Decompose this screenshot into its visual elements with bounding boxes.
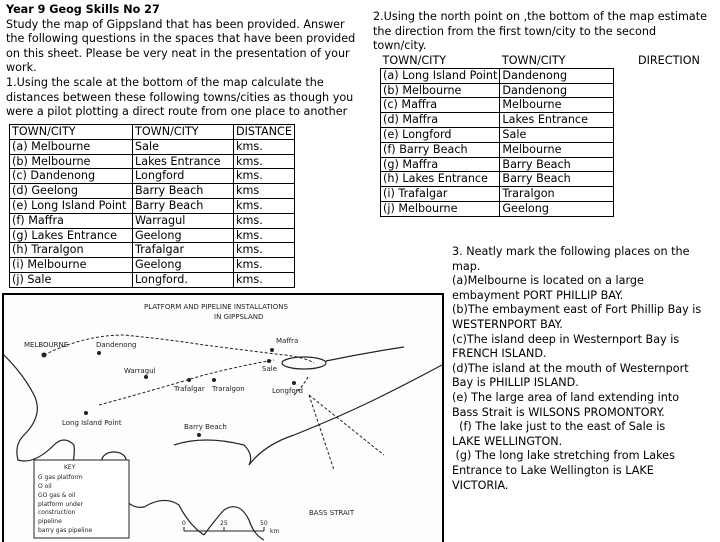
table-row: [10, 258, 295, 273]
cell: Sale: [133, 139, 234, 154]
q3-line: Bass Strait is WILSONS PROMONTORY.: [452, 405, 665, 419]
q3-line: (f) The lake just to the east of Sale is: [452, 420, 666, 434]
cell: (c) Dandenong: [10, 169, 133, 184]
col-header: DISTANCE: [234, 125, 295, 140]
cell: kms.: [234, 139, 295, 154]
table-row: [381, 68, 703, 83]
table-row: [10, 184, 295, 199]
cell: (d) Maffra: [381, 113, 500, 128]
table-row: [381, 127, 703, 142]
pipeline: [309, 395, 384, 455]
table-row: [10, 272, 295, 287]
cell: (i) Melbourne: [10, 258, 133, 273]
q1-intro: [6, 3, 358, 120]
cell: Geelong: [500, 201, 614, 216]
q1-line: 1.Using the scale at the bottom of the map calculate the: [6, 75, 324, 89]
legend-item: G gas platform: [38, 474, 83, 481]
legend-item: pipeline: [38, 518, 62, 525]
cell: Lakes Entrance: [500, 113, 614, 128]
table-row: [381, 83, 703, 98]
town-marker: [212, 378, 216, 382]
table-row: [381, 172, 703, 187]
town-marker: [267, 359, 271, 363]
table-row: [10, 154, 295, 169]
cell: kms.: [234, 258, 295, 273]
q3-line: (b)The embayment east of Fort Phillip Bay is: [452, 303, 702, 317]
cell: kms.: [234, 213, 295, 228]
cell: kms.: [234, 228, 295, 243]
cell: Warragul: [133, 213, 234, 228]
q1-line: Study the map of Gippsland that has been provided. Answer: [6, 17, 345, 31]
cell: Barry Beach: [500, 172, 614, 187]
map-title: PLATFORM AND PIPELINE INSTALLATIONS: [144, 303, 288, 311]
town-marker: [84, 411, 88, 415]
legend-item: platform under: [38, 501, 83, 508]
q1-line: work.: [6, 61, 37, 75]
coastline: [174, 440, 251, 465]
label-trafalgar: Trafalgar: [174, 385, 205, 393]
cell: (e) Long Island Point: [10, 198, 133, 213]
cell: Melbourne: [500, 98, 614, 113]
q2-line: town/city.: [373, 39, 427, 53]
cell: Dandenong: [500, 68, 614, 83]
cell: (g) Maffra: [381, 157, 500, 172]
lake-wellington: [282, 357, 326, 369]
label-longford: Longford: [272, 387, 303, 395]
cell: (a) Melbourne: [10, 139, 133, 154]
q2-line: 2.Using the north point on ,the bottom of the map estimate: [373, 10, 707, 23]
cell: (f) Maffra: [10, 213, 133, 228]
table-row: [381, 113, 703, 128]
table-row: [10, 139, 295, 154]
q3-line: map.: [452, 259, 481, 273]
q1-line: the following questions in the spaces that have been provided: [6, 32, 356, 46]
cell: Sale: [500, 127, 614, 142]
cell: Melbourne: [500, 142, 614, 157]
label-traralgon: Traralgon: [212, 385, 245, 393]
cell: kms: [234, 184, 295, 199]
q3-line: (c)The island deep in Westernport Bay is: [452, 332, 680, 346]
cell: Longford: [133, 169, 234, 184]
table-row: [10, 213, 295, 228]
pipeline: [309, 395, 334, 470]
cell: kms.: [234, 154, 295, 169]
label-warragul: Warragul: [124, 367, 156, 375]
town-marker: [144, 375, 148, 379]
cell: Lakes Entrance: [133, 154, 234, 169]
legend-item: GO gas & oil: [38, 492, 76, 499]
table-header-row: [381, 54, 703, 68]
legend-item: construction: [38, 509, 76, 516]
table-row: [10, 243, 295, 258]
col-header: DIRECTION: [638, 54, 700, 67]
q3-line: LAKE WELLINGTON.: [452, 434, 563, 448]
cell: Barry Beach: [133, 198, 234, 213]
cell: Traralgon: [500, 187, 614, 202]
label-bass-strait: BASS STRAIT: [309, 509, 355, 517]
table-row: [10, 198, 295, 213]
label-long-island-point: Long Island Point: [62, 419, 122, 427]
cell: (e) Longford: [381, 127, 500, 142]
legend-item: barry gas pipeline: [38, 527, 93, 534]
town-marker: [292, 381, 296, 385]
table-row: [381, 98, 703, 113]
cell: Geelong: [133, 228, 234, 243]
lake-victoria: [326, 347, 404, 361]
table-row: [381, 187, 703, 202]
coastline: [204, 507, 264, 540]
distance-table: [9, 124, 295, 288]
cell: kms.: [234, 169, 295, 184]
q2-line: the direction from the first town/city to the second: [373, 24, 657, 38]
coastline: [249, 365, 442, 465]
q3-line: Entrance to Lake Wellington is LAKE: [452, 463, 654, 477]
cell: (i) Trafalgar: [381, 187, 500, 202]
col-header: TOWN/CITY: [133, 125, 234, 140]
direction-table-wrap: [380, 54, 703, 217]
cell: (h) Lakes Entrance: [381, 172, 500, 187]
q1-line: on this sheet. Please be very neat in the presentation of your: [6, 46, 350, 60]
label-barry-beach: Barry Beach: [184, 423, 227, 431]
q3-section: [452, 245, 716, 493]
map-drawing: [4, 295, 442, 542]
col-header: TOWN/CITY: [382, 54, 447, 67]
label-dandenong: Dandenong: [96, 341, 137, 349]
scale-label: 25: [220, 520, 228, 527]
legend-item: O oil: [38, 483, 52, 490]
table-header-row: [10, 125, 295, 140]
cell: (g) Lakes Entrance: [10, 228, 133, 243]
cell: Trafalgar: [133, 243, 234, 258]
cell: (f) Barry Beach: [381, 142, 500, 157]
cell: (a) Long Island Point: [381, 68, 500, 83]
cell: Dandenong: [500, 83, 614, 98]
worksheet-title: Year 9 Geog Skills No 27: [6, 3, 160, 16]
q3-line: VICTORIA.: [452, 478, 509, 492]
cell: Barry Beach: [500, 157, 614, 172]
town-marker: [42, 353, 47, 358]
label-sale: Sale: [262, 365, 277, 373]
col-header: TOWN/CITY: [10, 125, 133, 140]
direction-table: [380, 54, 703, 217]
q3-line: 3. Neatly mark the following places on the: [452, 245, 690, 258]
label-maffra: Maffra: [276, 337, 299, 345]
cell: (d) Geelong: [10, 184, 133, 199]
cell: kms.: [234, 243, 295, 258]
cell: Geelong: [133, 258, 234, 273]
q3-line: embayment PORT PHILLIP BAY.: [452, 288, 624, 302]
cell: (b) Melbourne: [381, 83, 500, 98]
q3-line: FRENCH ISLAND.: [452, 347, 547, 361]
scale-label: 0: [182, 520, 186, 527]
town-marker: [197, 433, 201, 437]
gippsland-map: [2, 293, 444, 542]
table-row: [381, 142, 703, 157]
table-row: [381, 201, 703, 216]
scale-label: 50: [260, 520, 268, 527]
cell: (h) Traralgon: [10, 243, 133, 258]
cell: (j) Sale: [10, 272, 133, 287]
cell: (j) Melbourne: [381, 201, 500, 216]
town-marker: [187, 378, 191, 382]
map-subtitle: IN GIPPSLAND: [214, 313, 264, 321]
legend-title: KEY: [64, 464, 76, 471]
town-marker: [270, 348, 274, 352]
q3-line: (a)Melbourne is located on a large: [452, 274, 644, 288]
q2-intro: [373, 10, 713, 54]
table-row: [10, 169, 295, 184]
cell: kms.: [234, 198, 295, 213]
cell: kms.: [234, 272, 295, 287]
q1-line: distances between these following towns/cities as though you: [6, 90, 354, 104]
cell: Barry Beach: [133, 184, 234, 199]
q3-line: (d)The island at the mouth of Westernport: [452, 361, 689, 375]
cell: (c) Maffra: [381, 98, 500, 113]
label-melbourne: MELBOURNE: [24, 341, 69, 349]
table-row: [381, 157, 703, 172]
q1-line: were a pilot plotting a direct route from one place to another: [6, 105, 348, 119]
table-row: [10, 228, 295, 243]
q3-line: (e) The large area of land extending into: [452, 390, 680, 404]
scale-unit: km: [270, 528, 280, 535]
cell: Longford.: [133, 272, 234, 287]
col-header: TOWN/CITY: [501, 54, 566, 67]
cell: (b) Melbourne: [10, 154, 133, 169]
town-marker: [97, 351, 101, 355]
q3-line: Bay is PHILLIP ISLAND.: [452, 376, 579, 390]
q3-line: WESTERNPORT BAY.: [452, 317, 563, 331]
distance-table-wrap: [9, 124, 295, 288]
q3-line: (g) The long lake stretching from Lakes: [452, 449, 675, 463]
